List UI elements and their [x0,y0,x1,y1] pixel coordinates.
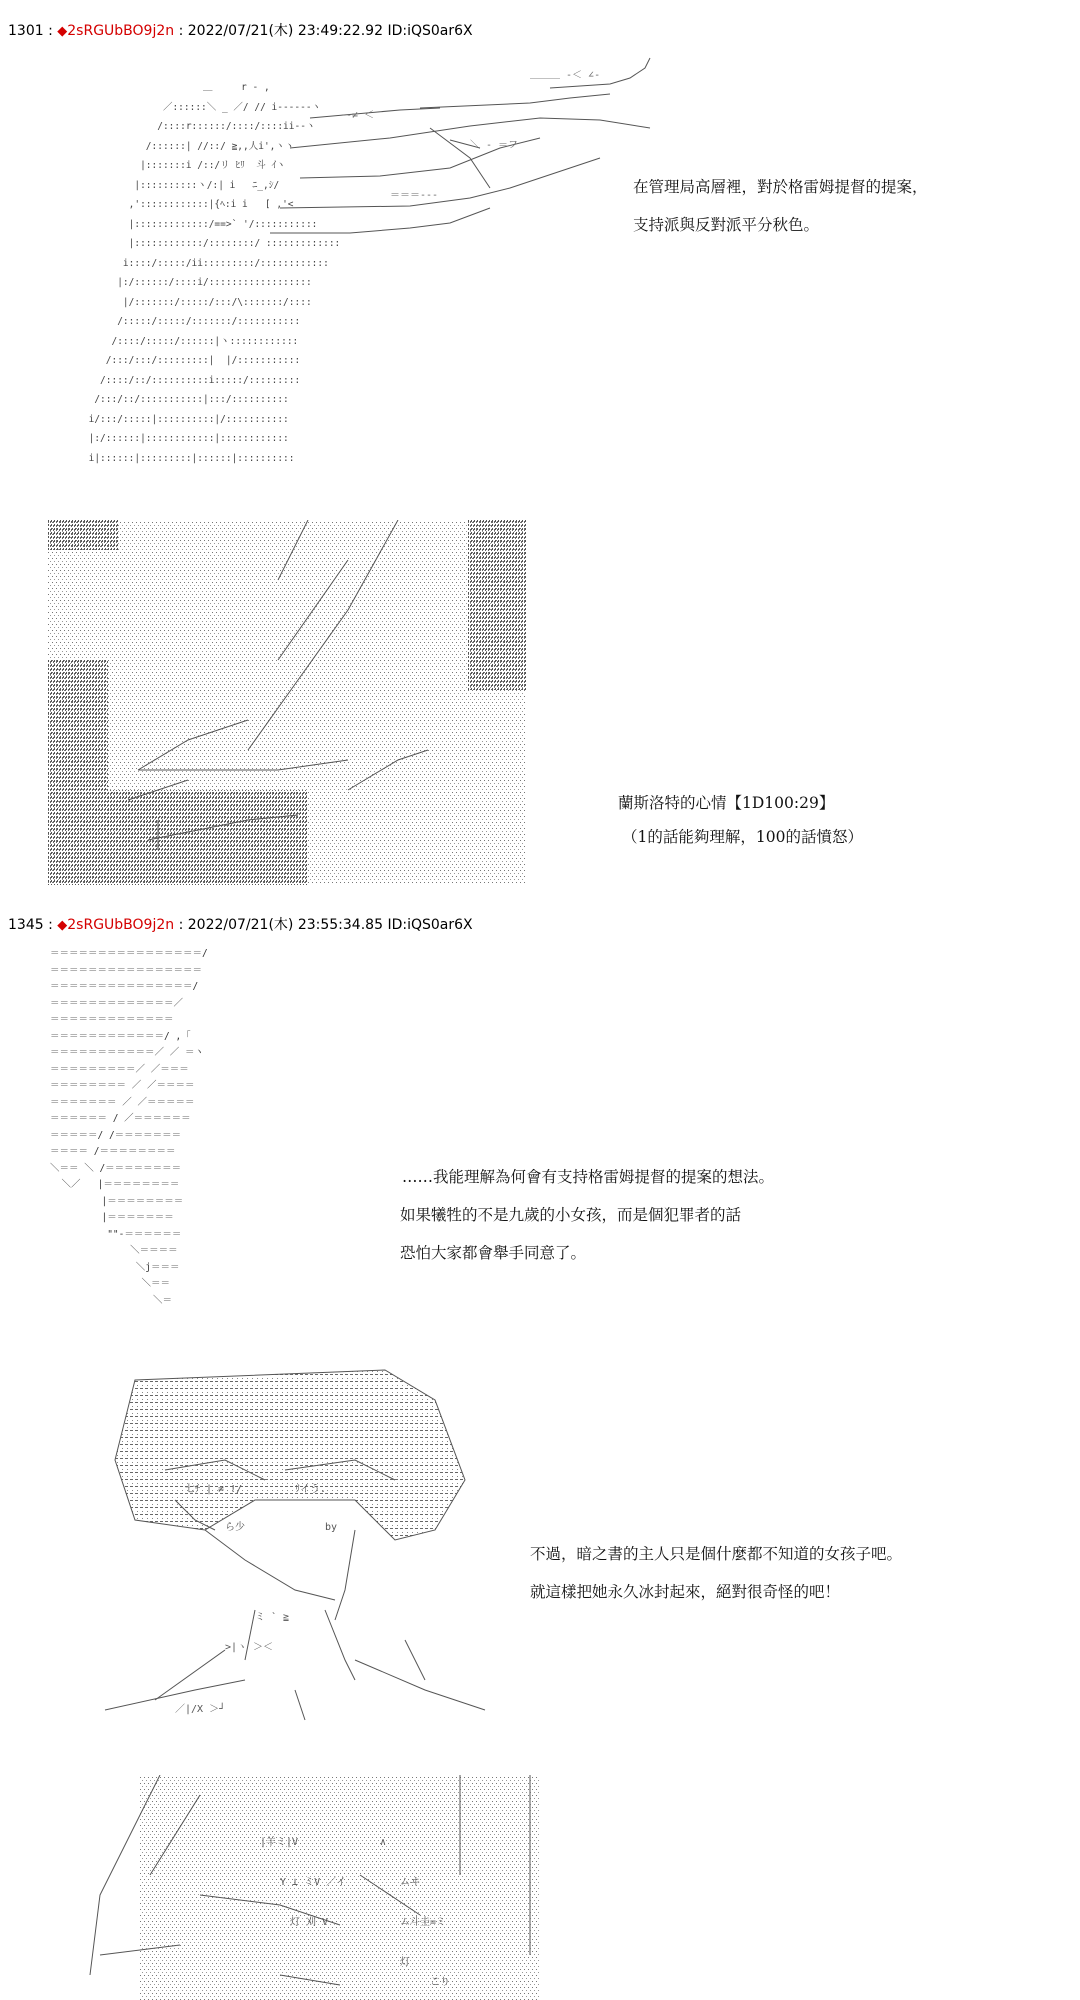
trip-code-link[interactable]: 2sRGUbBO9j2n [67,23,175,39]
ascii-art-arm [270,48,660,258]
svg-text:--≠ ＜: --≠ ＜ [340,110,375,121]
svg-text:>|ヽ ＞＜: >|ヽ ＞＜ [225,1642,274,1653]
svg-text:|羊ミ|V: |羊ミ|V [260,1837,299,1848]
ascii-art-character-reaching: ＿ r - , ／::::::＼ _ ／/ // i------ヽ /::::r::::::/::::/::::ii--ヽ /::::::| //::/ ≧,,人i',ヽヽ |:::::::i /::/リ ﾋﾘ 斗 ｲヽ |::::::::::ヽ/:| i ﾆ_,ｼ/ ,'::::::::::::|{ﾍ:i i [ ,'< |:::::::::::::/==>` '/::::::::::: |::::::::::::/::::::::/ ::::::::::::: i::::/:::::/ii:::::::::/:::::::::::: |:/::::::/::::i/:::::::::::::::::: |/:::::::/:::::/:::/\:::::::/:::: /:::::/:::::/:::::::/::::::::::: /::::/:::::/::::::|ヽ:::::::::::: /:::/:::/:::::::::| |/::::::::::: /::::/::/::::::::::i:::::/::::::::: /:::/::/:::::::::::|:::/:::::::::: i/:::/:::::|::::::::::|/::::::::::: |:/::::::|::::::::::::|:::::::::::: i|::::::|:::::::::|::::::|:::::::::: [88,82,341,464]
svg-text:＝＝＝---: ＝＝＝--- [390,190,439,201]
svg-text:by: by [325,1522,338,1533]
dialog-2-line-2: （1的話能夠理解，100的話憤怒） [622,828,863,846]
svg-text:灯 刈 V: 灯 刈 V [290,1917,329,1928]
svg-text:こり: こり [430,1977,450,1988]
post-datetime: 2022/07/21(木) 23:55:34.85 [187,917,383,933]
separator: : [174,23,188,39]
dialog-2-line-1: 蘭斯洛特的心情【1D100:29】 [618,794,835,812]
dialog-3-line-3: 恐怕大家都會舉手同意了。 [400,1244,587,1262]
post-id: ID:iQS0ar6X [387,917,473,933]
svg-text:Y ⊥ ミV ／イ: Y ⊥ ミV ／イ [280,1877,347,1888]
trip-diamond-icon: ◆ [57,918,68,933]
post-header-1301 [8,20,473,40]
svg-text:ム斗圭=ミ: ム斗圭=ミ [400,1917,447,1928]
dialog-3-line-1: ……我能理解為何會有支持格雷姆提督的提案的想法。 [402,1168,775,1186]
dialog-4-line-2: 就這樣把她永久冰封起來，絕對很奇怪的吧！ [530,1583,841,1601]
ascii-art-face-closeup [48,520,526,885]
svg-text:／|/X ＞┘: ／|/X ＞┘ [175,1704,226,1715]
svg-text:＼ - ＝フ: ＼ - ＝フ [470,140,519,151]
svg-text:ﾘイう.: ﾘイう. [295,1484,327,1495]
trip-diamond-icon: ◆ [57,24,68,39]
dialog-4-line-1: 不過，暗之書的主人只是個什麼都不知道的女孩子吧。 [530,1545,903,1563]
separator: : [43,23,58,39]
svg-text:七ﾁ | ≠ !/: 七ﾁ | ≠ !/ [185,1484,243,1495]
dialog-1-line-2: 支持派與反對派平分秋色。 [633,216,820,234]
separator: : [43,917,58,933]
trip-code-link[interactable]: 2sRGUbBO9j2n [67,917,175,933]
post-number: 1345 [8,917,44,933]
svg-text:ムヰ: ムヰ [400,1877,420,1888]
ascii-art-character-third [80,1775,600,2000]
ascii-art-hair-lines: ＝＝＝＝＝＝＝＝＝＝＝＝＝＝＝＝/ ＝＝＝＝＝＝＝＝＝＝＝＝＝＝＝＝ ＝＝＝＝＝＝＝＝＝＝＝＝＝＝＝/ ＝＝＝＝＝＝＝＝＝＝＝＝＝／ ＝＝＝＝＝＝＝＝＝＝＝＝＝ ＝＝＝＝＝＝＝＝＝＝＝＝/ ,「 ＝＝＝＝＝＝＝＝＝＝＝／ ／ ＝ヽ ＝＝＝＝＝＝＝＝＝／ ／＝＝＝ ＝＝＝＝＝＝＝＝ ／ ／＝＝＝＝ ＝＝＝＝＝＝＝ ／ ／＝＝＝＝＝ ＝＝＝＝＝＝ / ／＝＝＝＝＝＝ ＝＝＝＝＝/ /＝＝＝＝＝＝＝ ＝＝＝＝ /＝＝＝＝＝＝＝＝ ＼＝＝ ＼ /＝＝＝＝＝＝＝＝ ＼／ |＝＝＝＝＝＝＝＝ |＝＝＝＝＝＝＝＝ |＝＝＝＝＝＝＝ ""-＝＝＝＝＝＝ ＼＝＝＝＝ ＼j＝＝＝ ＼＝＝ ＼＝ [50,948,208,1306]
ascii-art-character-bust [95,1360,525,1730]
svg-text:ら少: ら少 [225,1522,245,1533]
post-number: 1301 [8,23,44,39]
post-id: ID:iQS0ar6X [387,23,473,39]
svg-text:灯: 灯 [400,1957,410,1968]
dialog-3-line-2: 如果犧牲的不是九歲的小女孩，而是個犯罪者的話 [400,1206,742,1224]
svg-text:＿＿＿ -＜ ∠-: ＿＿＿ -＜ ∠- [530,70,601,81]
svg-text:ミ ` ≧: ミ ` ≧ [255,1612,290,1623]
post-datetime: 2022/07/21(木) 23:49:22.92 [187,23,383,39]
separator: : [174,917,188,933]
post-header-1345 [8,914,473,934]
dialog-1-line-1: 在管理局高層裡，對於格雷姆提督的提案， [633,178,928,196]
svg-text:∧: ∧ [380,1837,387,1848]
